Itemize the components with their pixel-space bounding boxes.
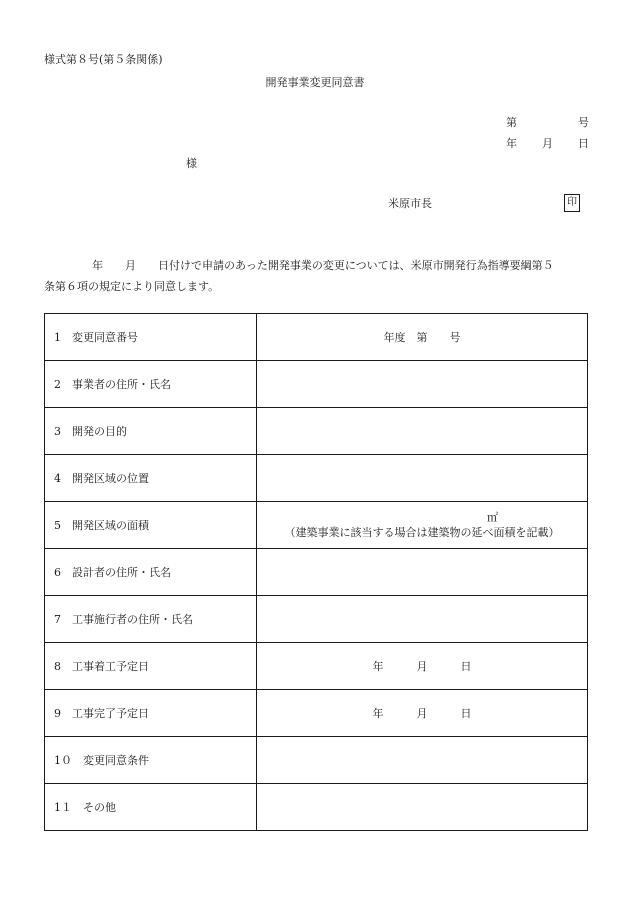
number-prefix: 第 xyxy=(506,116,517,129)
area-note: （建築事業に該当する場合は建築物の延べ面積を記載） xyxy=(284,525,560,539)
document-title: 開発事業変更同意書 xyxy=(265,76,365,89)
area-unit: ㎡ xyxy=(487,510,498,524)
table-row xyxy=(45,408,588,455)
body-line-1: 年 月 日付けで申請のあった開発事業の変更については、米原市開発行為指導要綱第５ xyxy=(92,259,554,272)
row-label-completion-date: 9 工事完了予定日 xyxy=(45,690,257,737)
row-value-designer xyxy=(257,549,588,596)
seal-mark: 印 xyxy=(564,194,580,212)
row-value-contractor xyxy=(257,596,588,643)
row-label-location: 4 開発区域の位置 xyxy=(45,455,257,502)
table-row xyxy=(45,690,588,737)
row-value-consent-number: 年度 第 号 xyxy=(257,314,588,361)
row-label-area: 5 開発区域の面積 xyxy=(45,502,257,549)
table-row xyxy=(45,502,588,549)
date-year-label: 年 xyxy=(506,137,517,150)
row-value-start-date: 年 月 日 xyxy=(257,643,588,690)
consent-items-table xyxy=(44,313,588,831)
row-label-other: 1１ その他 xyxy=(45,784,257,831)
row-value-completion-date: 年 月 日 xyxy=(257,690,588,737)
table-row xyxy=(45,455,588,502)
row-label-purpose: 3 開発の目的 xyxy=(45,408,257,455)
row-value-area xyxy=(257,502,588,549)
row-label-start-date: 8 工事着工予定日 xyxy=(45,643,257,690)
table-row xyxy=(45,314,588,361)
row-value-other xyxy=(257,784,588,831)
row-value-developer xyxy=(257,361,588,408)
body-line-2: 条第６項の規定により同意します。 xyxy=(44,280,220,293)
table-row xyxy=(45,549,588,596)
table-row xyxy=(45,643,588,690)
table-row xyxy=(45,361,588,408)
row-label-designer: 6 設計者の住所・氏名 xyxy=(45,549,257,596)
table-row xyxy=(45,784,588,831)
row-label-consent-number: 1 変更同意番号 xyxy=(45,314,257,361)
addressee-suffix: 様 xyxy=(186,157,197,170)
table-row xyxy=(45,737,588,784)
row-value-purpose xyxy=(257,408,588,455)
row-label-contractor: 7 工事施行者の住所・氏名 xyxy=(45,596,257,643)
date-day-label: 日 xyxy=(578,137,589,150)
row-value-conditions xyxy=(257,737,588,784)
issuer-name: 米原市長 xyxy=(388,197,432,210)
form-number: 様式第８号(第５条関係) xyxy=(44,53,163,66)
row-value-location xyxy=(257,455,588,502)
number-suffix: 号 xyxy=(578,116,589,129)
date-month-label: 月 xyxy=(542,137,553,150)
body-paragraph xyxy=(44,255,590,297)
row-label-developer: 2 事業者の住所・氏名 xyxy=(45,361,257,408)
row-label-conditions: 1０ 変更同意条件 xyxy=(45,737,257,784)
table-row xyxy=(45,596,588,643)
